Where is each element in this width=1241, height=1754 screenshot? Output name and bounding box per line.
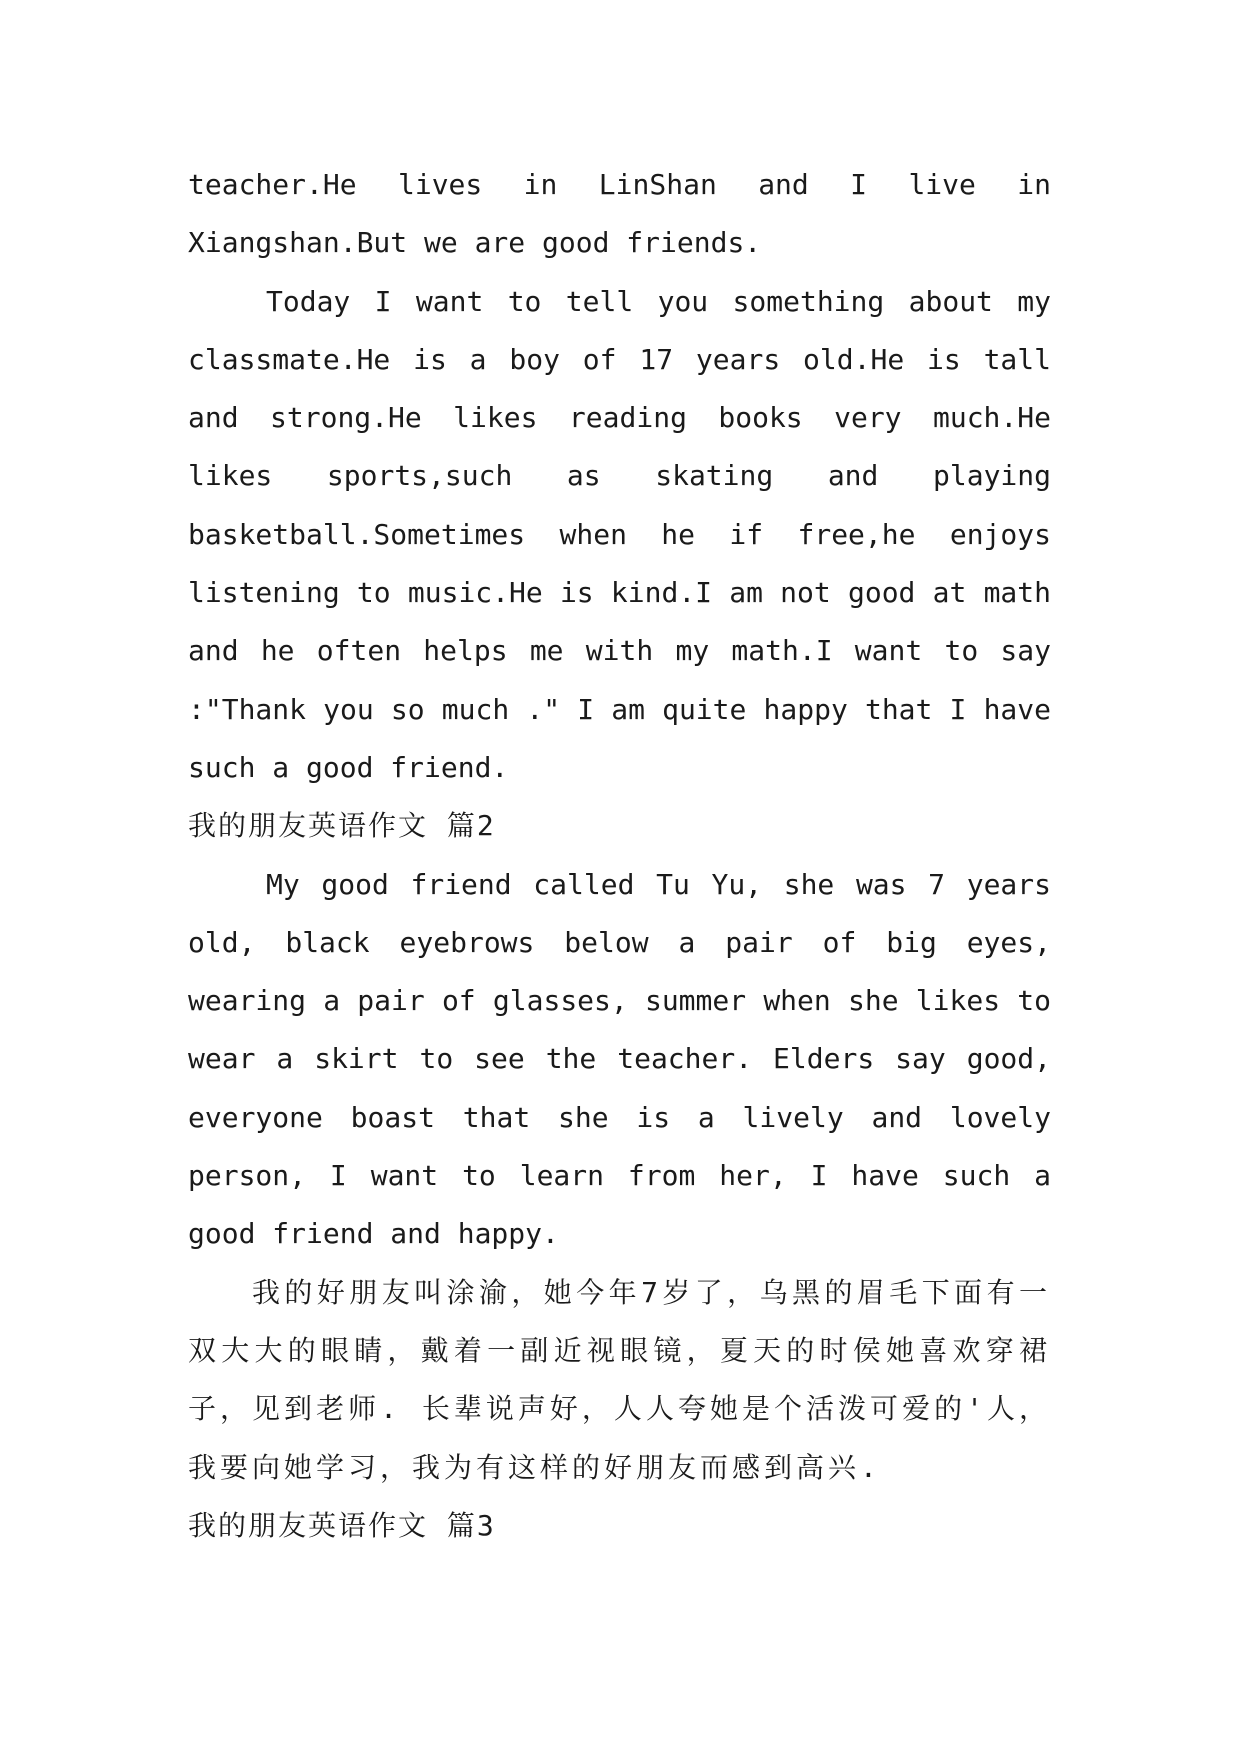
- paragraph-tu-yu-chinese: 我的好朋友叫涂渝，她今年7岁了，乌黑的眉毛下面有一双大大的眼睛，戴着一副近视眼镜，夏天的时侯她喜欢穿裙子，见到老师. 长辈说声好，人人夸她是个活泼可爱的'人，我要向她学习，我为有这样的好朋友而感到高兴.: [188, 1275, 1051, 1484]
- paragraph-friends-intro: teacher.He lives in LinShan and I live in Xiangshan.But we are good friends.: [188, 168, 1051, 260]
- paragraph-classmate: Today I want to tell you something about my classmate.He is a boy of 17 years old.He is tall and strong.He likes reading books very much.He likes sports,such as skating and playing basketball.Sometimes when he if free,he enjoys listening to music.He is kind.I am not good at math and he often helps me with my math.I want to say :"Thank you so much ." I am quite happy that I have such a good friend.: [188, 284, 1051, 784]
- section-heading-3: 我的朋友英语作文 篇3: [188, 1508, 496, 1542]
- paragraph-tu-yu-english: My good friend called Tu Yu, she was 7 years old, black eyebrows below a pair of big eyes, wearing a pair of glasses, summer when she likes to wear a skirt to see the teacher. Elders say good, everyone boast that she is a lively and lovely person, I want to learn from her, I have such a good friend and happy.: [188, 867, 1051, 1251]
- document-body: [188, 156, 1051, 1555]
- section-heading-2: 我的朋友英语作文 篇2: [188, 809, 496, 843]
